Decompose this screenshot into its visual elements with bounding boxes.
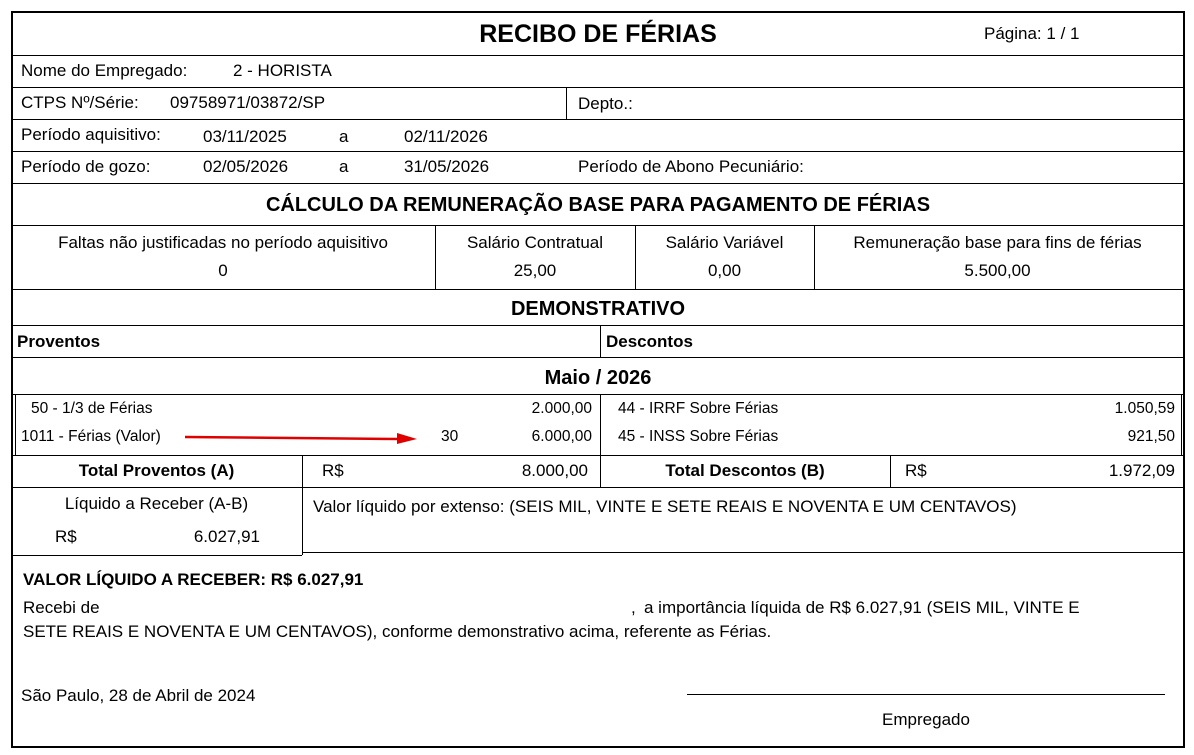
total-descontos-value: 1.972,09 bbox=[1108, 461, 1175, 480]
abono-label: Período de Abono Pecuniário: bbox=[578, 157, 804, 176]
rule-title bbox=[11, 55, 1185, 56]
desconto-desc: 44 - IRRF Sobre Férias bbox=[618, 400, 779, 417]
aquisitivo-start: 03/11/2025 bbox=[203, 127, 287, 146]
employee-name-value: 2 - HORISTA bbox=[233, 61, 332, 80]
desconto-value: 1.050,59 bbox=[1114, 400, 1175, 417]
provento-value: 2.000,00 bbox=[531, 400, 592, 417]
provento-desc: 1011 - Férias (Valor) bbox=[21, 428, 161, 445]
rule-items-left-inner bbox=[15, 394, 16, 455]
gozo-start: 02/05/2026 bbox=[203, 157, 289, 176]
arrow-head bbox=[397, 433, 417, 444]
page-number: Página: 1 / 1 bbox=[984, 24, 1080, 43]
rule-aquisitivo bbox=[11, 151, 1185, 152]
descontos-header: Descontos bbox=[606, 332, 693, 351]
rule-items-right-inner bbox=[1181, 394, 1182, 455]
liquido-label: Líquido a Receber (A-B) bbox=[64, 494, 249, 513]
calc-section-title: CÁLCULO DA REMUNERAÇÃO BASE PARA PAGAMENTO DE FÉRIAS bbox=[265, 194, 931, 216]
rule-name bbox=[11, 87, 1185, 88]
ctps-label: CTPS Nº/Série: bbox=[21, 93, 139, 112]
salario-contratual-value: 25,00 bbox=[513, 261, 557, 280]
rule-demonstrativo bbox=[11, 325, 1185, 326]
place-date: São Paulo, 28 de Abril de 2024 bbox=[21, 686, 256, 705]
total-proventos-value: 8.000,00 bbox=[521, 461, 588, 480]
total-descontos-currency: R$ bbox=[905, 461, 927, 480]
valor-por-extenso: Valor líquido por extenso: (SEIS MIL, VINTE E SETE REAIS E NOVENTA E UM CENTAVOS) bbox=[313, 497, 1017, 516]
gozo-separator: a bbox=[339, 157, 349, 176]
faltas-label: Faltas não justificadas no período aquisitivo bbox=[58, 233, 388, 252]
rule-prov-desc-header bbox=[11, 357, 1185, 358]
remuneracao-base-value: 5.500,00 bbox=[964, 261, 1031, 280]
rule-totals bbox=[11, 487, 1185, 488]
recebi-de-label: Recebi de bbox=[23, 598, 100, 617]
redacted-employer-name bbox=[115, 597, 635, 619]
total-proventos-label: Total Proventos (A) bbox=[78, 461, 235, 480]
rule-month bbox=[11, 394, 1185, 395]
receipt-heading: VALOR LÍQUIDO A RECEBER: R$ 6.027,91 bbox=[23, 570, 364, 589]
ctps-value: 09758971/03872/SP bbox=[170, 93, 326, 112]
total-proventos-currency: R$ bbox=[322, 461, 344, 480]
rule-totals-div-2 bbox=[890, 455, 891, 487]
total-descontos-label: Total Descontos (B) bbox=[665, 461, 825, 480]
salario-variavel-label: Salário Variável bbox=[665, 233, 784, 252]
rule-calc-values bbox=[11, 289, 1185, 290]
page-title: RECIBO DE FÉRIAS bbox=[479, 20, 717, 48]
desconto-desc: 45 - INSS Sobre Férias bbox=[618, 428, 779, 445]
rule-prov-desc-divider bbox=[600, 325, 601, 357]
recebi-comma: , bbox=[631, 598, 636, 617]
demonstrativo-title: DEMONSTRATIVO bbox=[510, 298, 686, 320]
liquido-value: 6.027,91 bbox=[193, 527, 260, 546]
receipt-line2: SETE REAIS E NOVENTA E UM CENTAVOS), conforme demonstrativo acima, referente as Férias. bbox=[23, 622, 772, 641]
desconto-value: 921,50 bbox=[1127, 428, 1175, 445]
rule-totals-div-1 bbox=[302, 455, 303, 555]
rule-items bbox=[11, 455, 1185, 456]
gozo-label: Período de gozo: bbox=[21, 157, 151, 176]
salario-contratual-label: Salário Contratual bbox=[466, 233, 604, 252]
faltas-value: 0 bbox=[218, 261, 228, 280]
signature-label: Empregado bbox=[882, 710, 970, 729]
red-arrow-annotation bbox=[185, 429, 417, 445]
rule-extenso-bottom bbox=[302, 552, 1185, 553]
gozo-end: 31/05/2026 bbox=[404, 157, 490, 176]
rule-calc-title bbox=[11, 225, 1185, 226]
remuneracao-base-label: Remuneração base para fins de férias bbox=[853, 233, 1142, 252]
provento-ref: 30 bbox=[441, 428, 459, 445]
proventos-header: Proventos bbox=[17, 332, 101, 351]
rule-depto-divider bbox=[566, 87, 567, 119]
receipt-line1: a importância líquida de R$ 6.027,91 (SEIS MIL, VINTE E bbox=[644, 598, 1080, 617]
provento-value: 6.000,00 bbox=[531, 428, 592, 445]
salario-variavel-value: 0,00 bbox=[707, 261, 742, 280]
month-label: Maio / 2026 bbox=[544, 367, 652, 389]
aquisitivo-separator: a bbox=[339, 127, 349, 146]
provento-desc: 50 - 1/3 de Férias bbox=[31, 400, 153, 417]
rule-ctps bbox=[11, 119, 1185, 120]
aquisitivo-label: Período aquisitivo: bbox=[21, 125, 161, 144]
rule-gozo bbox=[11, 183, 1185, 184]
rule-liquido-bottom bbox=[11, 555, 302, 556]
liquido-currency: R$ bbox=[55, 527, 77, 546]
aquisitivo-end: 02/11/2026 bbox=[404, 127, 488, 146]
employee-name-label: Nome do Empregado: bbox=[21, 61, 188, 80]
arrow-shaft bbox=[185, 437, 399, 439]
depto-label: Depto.: bbox=[578, 94, 633, 113]
signature-line bbox=[687, 694, 1165, 695]
